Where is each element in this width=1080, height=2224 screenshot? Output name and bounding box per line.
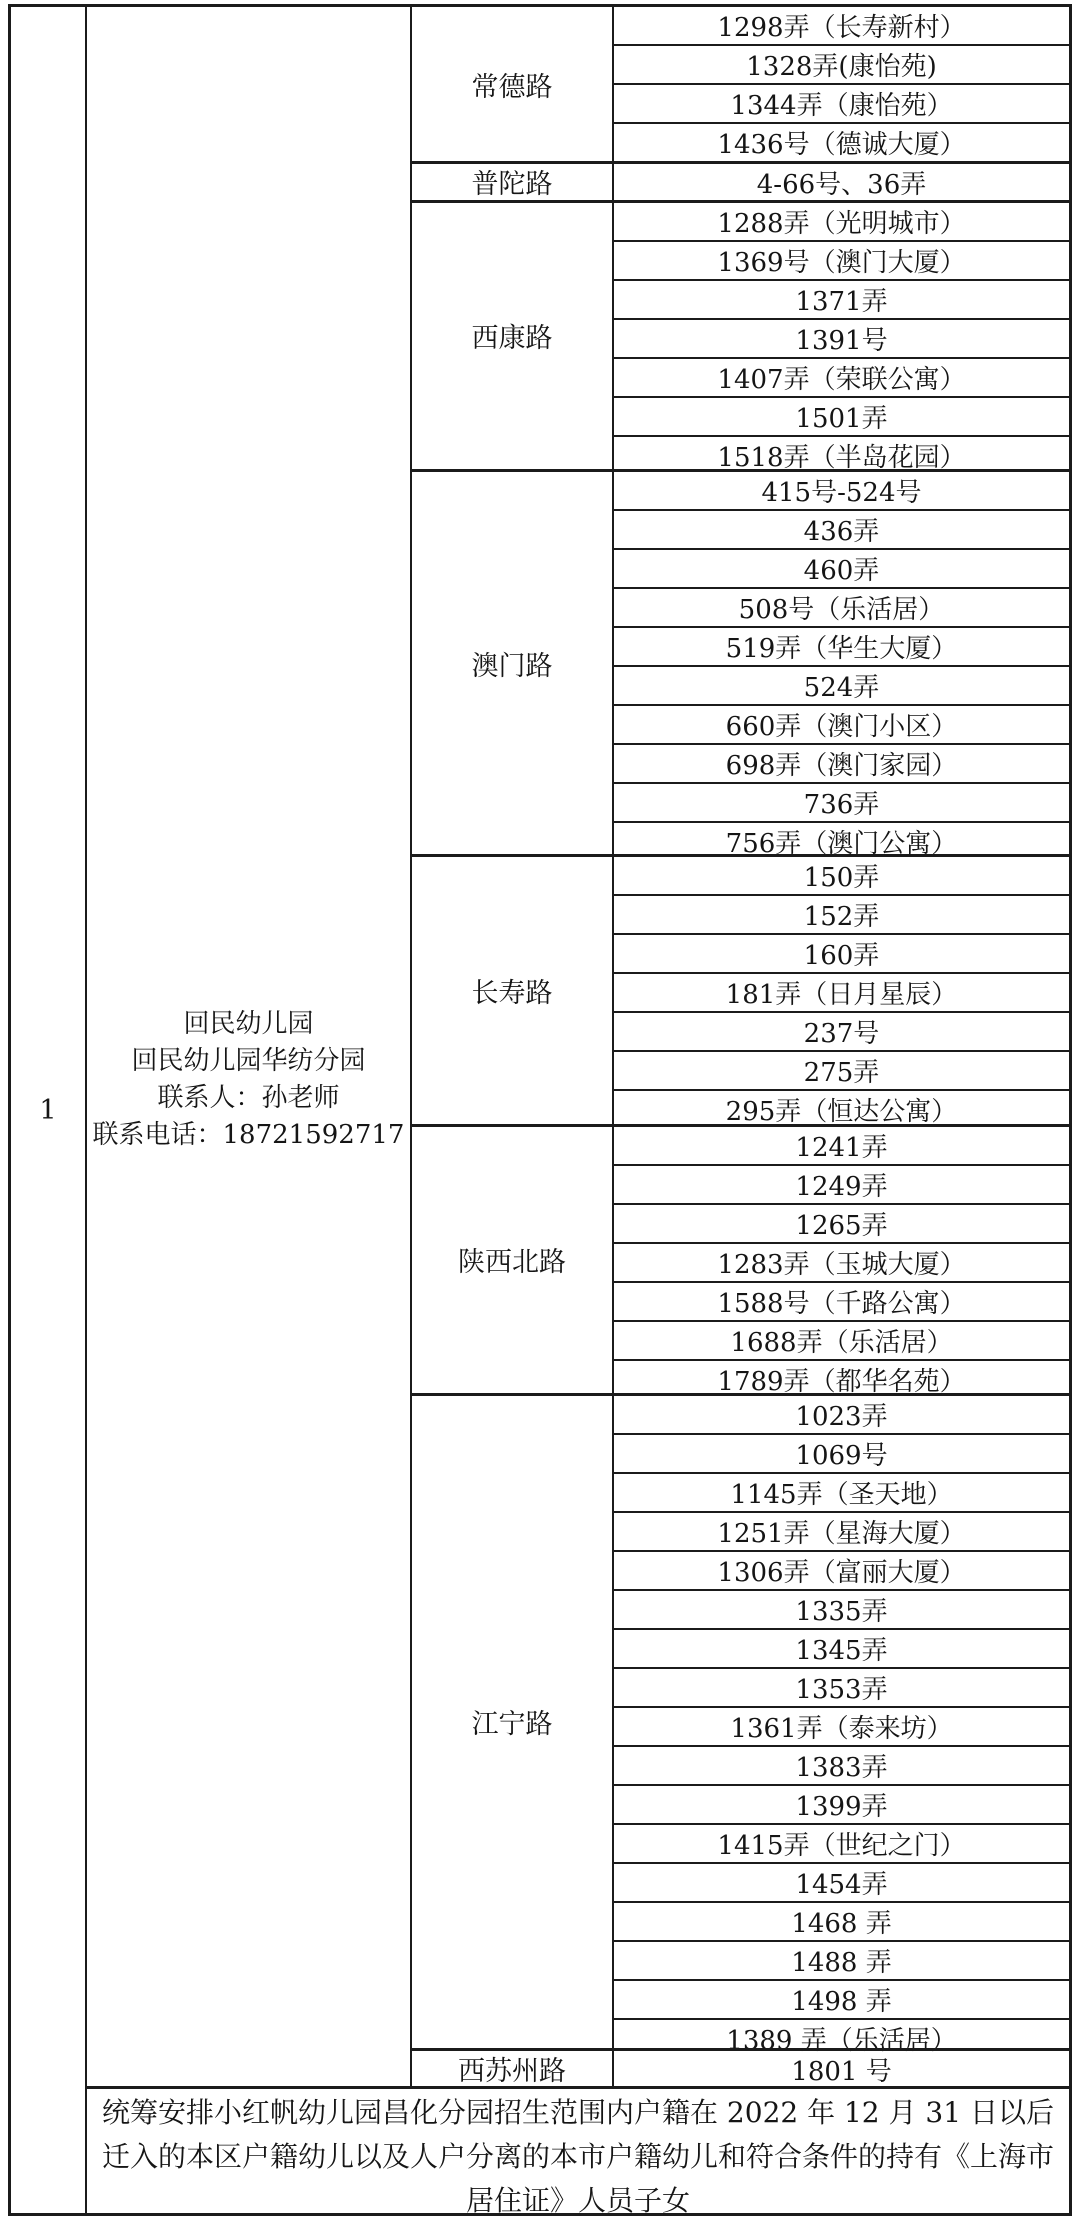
street-group — [412, 200, 1069, 473]
address-cell: 4-66号、36弄 — [756, 170, 927, 200]
address-cell: 1801 号 — [791, 2056, 892, 2087]
address-cell: 1518弄（半岛花园） — [614, 435, 1069, 474]
address-list — [614, 2051, 1069, 2087]
address-cell: 1383弄 — [614, 1745, 1069, 1784]
address-cell: 1468 弄 — [614, 1901, 1069, 1940]
street-name-cell: 西康路 — [412, 203, 614, 470]
street-name-cell: 常德路 — [412, 7, 614, 161]
street-group — [412, 1393, 1069, 2056]
address-cell: 756弄（澳门公寓） — [614, 821, 1069, 860]
street-group — [412, 469, 1069, 859]
address-cell: 1344弄（康怡苑） — [614, 83, 1069, 122]
address-list — [614, 7, 1069, 161]
address-cell: 460弄 — [614, 548, 1069, 587]
address-cell: 1688弄（乐活居） — [614, 1320, 1069, 1359]
address-cell: 1335弄 — [614, 1589, 1069, 1628]
address-cell: 415号-524号 — [761, 478, 922, 508]
address-cell: 275弄 — [614, 1050, 1069, 1089]
address-cell: 1498 弄 — [614, 1979, 1069, 2018]
address-cell: 736弄 — [614, 782, 1069, 821]
address-list — [614, 857, 1069, 1127]
address-cell: 1306弄（富丽大厦） — [614, 1550, 1069, 1589]
address-cell: 1251弄（星海大厦） — [614, 1511, 1069, 1550]
address-list — [614, 1127, 1069, 1397]
street-group — [412, 7, 1069, 161]
address-cell: 150弄 — [803, 863, 880, 893]
address-cell: 1283弄（玉城大厦） — [614, 1242, 1069, 1281]
address-cell: 1288弄（光明城市） — [717, 208, 966, 239]
address-cell: 1249弄 — [614, 1164, 1069, 1203]
address-cell: 1345弄 — [614, 1628, 1069, 1667]
address-cell: 1371弄 — [614, 279, 1069, 318]
address-cell: 1789弄（都华名苑） — [614, 1359, 1069, 1398]
school-info-line: 联系电话：18721592717 — [92, 1119, 405, 1150]
main-section — [87, 7, 1069, 2086]
address-cell: 1328弄(康怡苑) — [614, 44, 1069, 83]
address-cell: 508号（乐活居） — [614, 587, 1069, 626]
street-group — [412, 2048, 1069, 2087]
address-cell: 1353弄 — [614, 1667, 1069, 1706]
address-cell: 237号 — [614, 1011, 1069, 1050]
address-cell: 1361弄（泰来坊） — [614, 1706, 1069, 1745]
street-group — [412, 854, 1069, 1127]
address-cell: 1298弄（长寿新村） — [717, 13, 966, 43]
address-cell: 160弄 — [614, 933, 1069, 972]
address-cell: 436弄 — [614, 509, 1069, 548]
school-info-line: 联系人：孙老师 — [157, 1082, 340, 1113]
address-cell: 1241弄 — [795, 1132, 888, 1163]
address-list — [614, 203, 1069, 473]
street-name-cell: 长寿路 — [412, 857, 614, 1124]
address-cell: 1454弄 — [614, 1862, 1069, 1901]
address-cell: 1145弄（圣天地） — [614, 1472, 1069, 1511]
address-cell: 524弄 — [614, 665, 1069, 704]
school-info-line: 回民幼儿园 — [183, 1008, 314, 1039]
address-cell: 1415弄（世纪之门） — [614, 1823, 1069, 1862]
school-info-cell — [87, 7, 412, 2086]
street-name-cell: 西苏州路 — [412, 2051, 614, 2087]
address-cell: 1488 弄 — [614, 1940, 1069, 1979]
address-cell: 295弄（恒达公寓） — [614, 1089, 1069, 1128]
street-groups — [412, 7, 1069, 2086]
table-body — [87, 7, 1069, 2217]
address-cell: 1391号 — [614, 318, 1069, 357]
address-cell: 1407弄（荣联公寓） — [614, 357, 1069, 396]
street-name-cell: 江宁路 — [412, 1396, 614, 2048]
address-cell: 519弄（华生大厦） — [614, 626, 1069, 665]
street-group — [412, 161, 1069, 200]
address-cell: 1399弄 — [614, 1784, 1069, 1823]
street-name-cell: 澳门路 — [412, 472, 614, 854]
address-cell: 1023弄 — [795, 1402, 888, 1432]
address-list — [614, 472, 1069, 859]
address-cell: 1265弄 — [614, 1203, 1069, 1242]
address-cell: 1069号 — [614, 1433, 1069, 1472]
address-list — [614, 1396, 1069, 2056]
school-info-line: 回民幼儿园华纺分园 — [131, 1045, 366, 1076]
street-name-cell: 普陀路 — [412, 164, 614, 200]
row-number-cell: 1 — [11, 7, 87, 2213]
enrollment-table — [8, 4, 1072, 2216]
address-cell: 1501弄 — [614, 396, 1069, 435]
street-group — [412, 1124, 1069, 1397]
address-list — [614, 164, 1069, 200]
address-cell: 1369号（澳门大厦） — [614, 240, 1069, 279]
address-cell: 181弄（日月星辰） — [614, 972, 1069, 1011]
address-cell: 660弄（澳门小区） — [614, 704, 1069, 743]
address-cell: 1436号（德诚大厦） — [614, 122, 1069, 161]
address-cell: 698弄（澳门家园） — [614, 743, 1069, 782]
address-cell: 1588号（千路公寓） — [614, 1281, 1069, 1320]
address-cell: 1389 弄（乐活居） — [614, 2018, 1069, 2057]
note-cell: 统筹安排小红帆幼儿园昌化分园招生范围内户籍在 2022 年 12 月 31 日以后迁入的本区户籍幼儿以及人户分离的本市户籍幼儿和符合条件的持有《上海市居住证》人员子女 — [87, 2086, 1069, 2224]
street-name-cell: 陕西北路 — [412, 1127, 614, 1394]
address-cell: 152弄 — [614, 894, 1069, 933]
